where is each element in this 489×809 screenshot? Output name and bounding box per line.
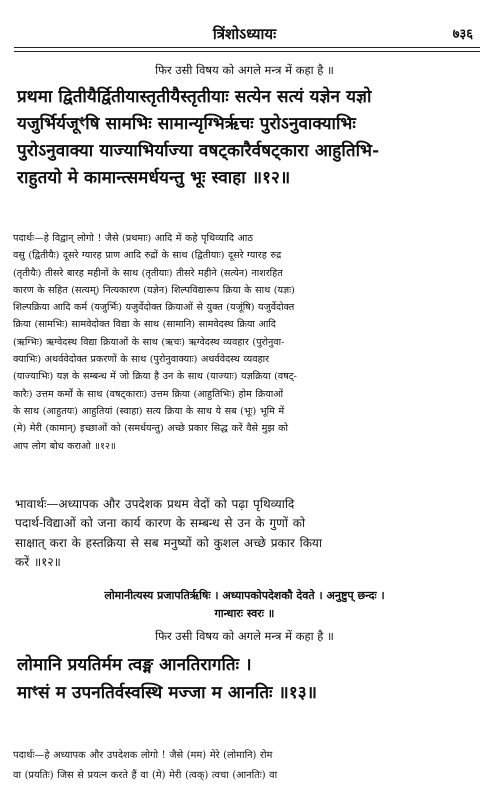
- chapter-title: त्रिंशोऽध्यायः: [212, 25, 277, 43]
- mantra-line: पुरोऽनुवाक्या याज्याभिर्याज्या वषट्कारैर्वषट्कारा आहुतिभि-: [17, 141, 380, 161]
- prose-line: क्रिया (सामभिः) सामवेदोक्त विद्या के साथ (सामानि) सामवेदस्थ क्रिया आदि: [13, 319, 276, 331]
- mantra-intro: फिर उसी विषय को अगले मन्त्र में कहा है ॥: [155, 629, 334, 643]
- prose-line: (तृतीयैः) तीसरे बारह महीनों के साथ (तृतीयाः) तीसरे महीने (सत्येन) नाशरहित: [13, 267, 283, 279]
- prose-line: भावार्थः—अध्यापक और उपदेशक प्रथम वेदों को पढ़ा पृथिव्यादि: [15, 497, 295, 511]
- page-number: ७३६: [452, 27, 473, 42]
- svara-line: गान्धारः स्वरः ॥: [214, 607, 275, 620]
- bhavartha-12: [15, 495, 473, 573]
- prose-line: शिल्पक्रिया आदि कर्म (यजुर्भिः) यजुर्वेदोक्त क्रियाओं से युक्त (यजूंषि) यजुर्वेदोक्त: [13, 302, 295, 314]
- prose-line: पदार्थः—हे अध्यापक और उपदेशक लोगो ! जैसे (मम) मेरे (लोमानि) रोम: [13, 750, 273, 761]
- prose-line: वा (प्रयतिः) जिस से प्रयत्न करते हैं वा (मे) मेरी (त्वक्) त्वचा (आनतिः) वा: [13, 770, 278, 781]
- mantra-line: लोमानि प्रयतिर्मम त्वङ्म आनतिरागतिः ।: [17, 655, 252, 675]
- prose-line: क्याभिः) अथर्ववेदोक्त प्रकरणों के साथ (पुरोनुवाक्याः) अथर्ववेदस्थ व्यवहार: [13, 354, 270, 366]
- prose-line: आप लोग बोध कराओ ॥१२॥: [13, 440, 116, 452]
- prose-line: करें ॥१२॥: [15, 555, 61, 570]
- mantra-line: राहुतयो मे कामान्त्समर्धयन्तु भूः स्वाहा ॥१२॥: [17, 168, 291, 188]
- prose-line: के साथ (आहुतयः) आहुतियां (स्वाहा) सत्य क्रिया के साथ ये सब (भूः) भूमि में: [13, 405, 285, 417]
- prose-line: पदार्थ-विद्याओं को जना कार्य कारण के सम्बन्ध से उन के गुणों को: [15, 516, 306, 531]
- page-header: [0, 24, 489, 46]
- header-rule: [14, 47, 480, 48]
- prose-line: (याज्याभिः) यज्ञ के सम्बन्ध में जो क्रिया है उन के साथ (याज्याः) यज्ञक्रिया (वषट्-: [13, 371, 297, 383]
- prose-line: वसु (द्वितीयैः) दूसरे ग्यारह प्राण आदि रुद्रों के साथ (द्वितीयाः) दूसरे ग्यारह रुद्र: [13, 250, 282, 262]
- mantra-13: [17, 651, 479, 707]
- prose-line: साक्षात् करा के हस्तक्रिया से सब मनुष्यों को कुशल अच्छे प्रकार किया: [15, 535, 322, 550]
- header-rule-second: [14, 51, 480, 52]
- padartha-12: [13, 230, 473, 455]
- mantra-intro: फिर उसी विषय को अगले मन्त्र में कहा है ॥: [155, 63, 334, 77]
- prose-line: पदार्थः—हे विद्वान् लोगो ! जैसे (प्रथमाः) आदि में कहे पृथिव्यादि आठ: [13, 233, 253, 244]
- prose-line: कारैः) उत्तम कर्मों के साथ (वषट्काराः) उत्तम क्रिया (आहुतिभिः) होम क्रियाओं: [13, 388, 284, 400]
- mantra-line: माꣳसं म उपनतिर्वस्वस्थि मज्जा म आनतिः ॥१३॥: [17, 683, 318, 703]
- padartha-13: [13, 746, 473, 786]
- prose-line: (मे) मेरी (कामान्) इच्छाओं को (समर्धयन्तु) अच्छे प्रकार सिद्ध करें वैसे मुझ को: [13, 423, 288, 435]
- mantra-line: प्रथमा द्वितीयैर्द्वितीयास्तृतीयैस्तृतीयाः सत्येन सत्यं यज्ञेन यज्ञो: [17, 87, 372, 107]
- prose-line: कारण के सहित (सत्यम्) नित्यकारण (यज्ञेन) शिल्पविद्यारूप क्रिया के साथ (यज्ञः): [13, 284, 295, 296]
- mantra-12: [17, 84, 479, 192]
- rishi-devata-line: लोमानीत्यस्य प्रजापतिर्ऋषिः । अध्यापकोपदेशकौ देवते । अनुष्टुप् छन्दः ।: [104, 589, 385, 602]
- mantra-line: यजुर्भिर्यजूꣳषि सामभिः सामान्यृग्भिर्ऋचः पुरोऽनुवाक्याभिः: [17, 114, 356, 134]
- prose-line: (ऋग्भिः) ऋग्वेदस्थ विद्या क्रियाओं के साथ (ऋचः) ऋग्वेदस्थ व्यवहार (पुरोनुवा-: [13, 336, 285, 348]
